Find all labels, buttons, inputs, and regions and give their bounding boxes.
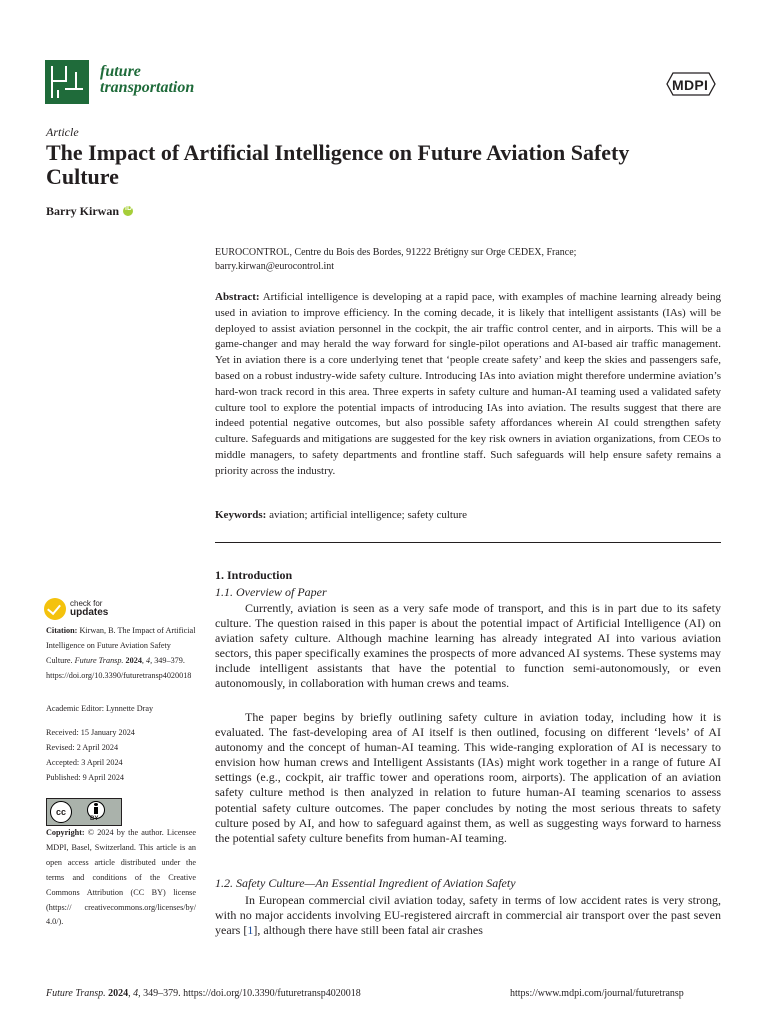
paragraph-text: In European commercial civil aviation today, safety in terms of low accident rates is very strong, with no major accidents involving EU-registered aircraft in commercial air transport over the past seven years [ [215,893,721,938]
publisher-logo[interactable] [663,70,719,98]
check-for-updates-label [70,599,108,617]
footer-citation: Future Transp. 2024, 4, 349–379. https://doi.org/10.3390/futuretransp4020018 [46,988,361,999]
paragraph-text: Currently, aviation is seen as a very safe mode of transport, and this is in part due to its safety culture. The question raised in this paper is about the potential impact of Artificial Intelligence (AI) on aviation safety culture. Although machine learning has already integrated AI into various aviation sectors, this paper specifically examines the prospects of more advanced AI systems. These systems may include intelligent assistants that have the potential to function semi-autonomously, or even autonomously, in collaboration with human crews and teams. [215,601,721,691]
footer-journal-url[interactable]: https://www.mdpi.com/journal/futuretransp [510,988,684,999]
affiliation [215,246,715,274]
affiliation-email[interactable]: barry.kirwan@eurocontrol.int [215,261,335,272]
date-received: Received: 15 January 2024 [46,728,135,737]
citation-year: 2024 [125,655,142,665]
footer-doi[interactable]: 349–379. https://doi.org/10.3390/futuretransp4020018 [143,988,361,999]
abstract [215,290,721,480]
footer-year: 2024 [108,988,129,999]
date-published: Published: 9 April 2024 [46,772,125,782]
academic-editor: Academic Editor: Lynnette Dray [46,704,154,713]
journal-name-line1: future [100,63,141,80]
paragraph-text: ], although there have still been fatal air crashes [253,923,483,938]
citation: Citation: Kirwan, B. The Impact of Artificial Intelligence on Future Aviation Safety Culture. Future Transp. 2024, 4, 349–379. https://doi.org/10.3390/futuretransp4020018 [46,626,196,680]
citation-journal: Future Transp. [74,655,124,665]
abstract-label: Abstract: [215,291,260,303]
journal-name-line2: transportation [100,79,195,96]
date-accepted: Accepted: 3 April 2024 [46,757,123,767]
check-for-updates-button[interactable] [44,598,144,622]
subsection-heading-safety-culture: 1.2. Safety Culture—An Essential Ingredient of Aviation Safety [215,876,516,890]
body-paragraph [215,893,721,938]
cc-by-label: BY [90,816,99,822]
citation-volume: 4, [146,655,153,665]
copyright-label: Copyright: [46,828,85,837]
footer-journal: Future Transp. [46,988,106,999]
affiliation-address: EUROCONTROL, Centre du Bois des Bordes, 91222 Brétigny sur Orge CEDEX, France; [215,247,577,258]
citation-label: Citation: [46,626,78,635]
reference-link[interactable]: 1 [247,923,254,938]
citation-text: Kirwan, B. The Impact of Artificial Intelligence on Future Aviation Safety Culture. [46,626,196,665]
orcid-icon[interactable]: iD [123,206,133,216]
check-label-line1: check for [70,599,103,608]
citation-doi[interactable]: 349–379. https://doi.org/10.3390/futuretransp4020018 [46,655,192,680]
abstract-text: Artificial intelligence is developing at a rapid pace, with examples of machine learning already being used in aviation to improve efficiency. In the coming decade, it is likely that intelligent assistants (IAs) will be deployed to assist aviation personnel in the cockpit, the air traffic control center, and in airports. This will be a game-changer and may herald the way forward for single-pilot operations and AI-based air traffic management. Yet in aviation there is a core underlying tenet that ‘people create safety’ and keep the skies and passengers safe, based on a robust industry-wide safety culture. Introducing IAs into aviation might therefore undermine aviation’s hard-won track record in this area. Three experts in safety culture and human-AI teaming used a validated safety culture tool to explore the potential impacts of introducing IAs into aviation. The results suggest that there are indeed potential negative outcomes, but also possible safety affordances wherein AI could strengthen safety culture. Safeguards and mitigations are suggested for the key risk owners in aviation organizations, from CEOs to middle managers, to safety departments and frontline staff. Such safeguards will help ensure safety remains a priority across the industry. [215,291,721,477]
article-type: Article [46,125,79,139]
keywords [215,509,721,521]
date-revised: Revised: 2 April 2024 [46,742,119,752]
journal-name[interactable] [100,64,194,96]
author-name[interactable]: Barry Kirwan [46,204,119,218]
cc-icon: cc [50,801,72,823]
section-heading-introduction: 1. Introduction [215,568,293,582]
section-divider [215,542,721,543]
keywords-text: aviation; artificial intelligence; safety culture [269,509,467,521]
check-label-line2: updates [70,607,109,618]
journal-logo [45,60,89,104]
footer-volume: 4, [133,988,141,999]
paragraph-text: The paper begins by briefly outlining safety culture in aviation today, including how it is evaluated. The fast-developing area of AI itself is then outlined, focusing on different ‘levels’ of AI autonomy and the concept of human-AI teaming. This wide-ranging exploration of AI is necessary to envision how human crews and Intelligent Assistants (IAs) might work together in a range of future AI settings (e.g., cockpit, air traffic tower and operations room, airports). The application of an aviation safety culture method is then analyzed in relation to future human-AI teaming scenarios to assess potential safety culture outcomes. The paper concludes by noting the most serious threats to safety culture posed by AI, and how to safeguard against them, as well as suggesting ways forward to harness the potential safety culture benefits from human-AI teaming. [215,710,721,845]
body-paragraph [215,601,721,692]
publisher-name: MDPI [672,77,709,93]
check-icon [44,598,66,620]
keywords-label: Keywords: [215,509,267,521]
author-line [46,204,133,219]
copyright-notice [46,826,196,930]
copyright-text: © 2024 by the author. Licensee MDPI, Basel, Switzerland. This article is an open access article distributed under the terms and conditions of the Creative Commons Attribution (CC BY) license (https:// creativecommons.org/licenses/by/ 4.0/). [46,828,196,927]
cc-by-license-badge[interactable] [46,798,122,826]
publication-dates [46,726,196,786]
article-title: The Impact of Artificial Intelligence on Future Aviation Safety Culture [46,140,630,189]
subsection-heading-overview: 1.1. Overview of Paper [215,585,327,599]
body-paragraph [215,710,721,846]
